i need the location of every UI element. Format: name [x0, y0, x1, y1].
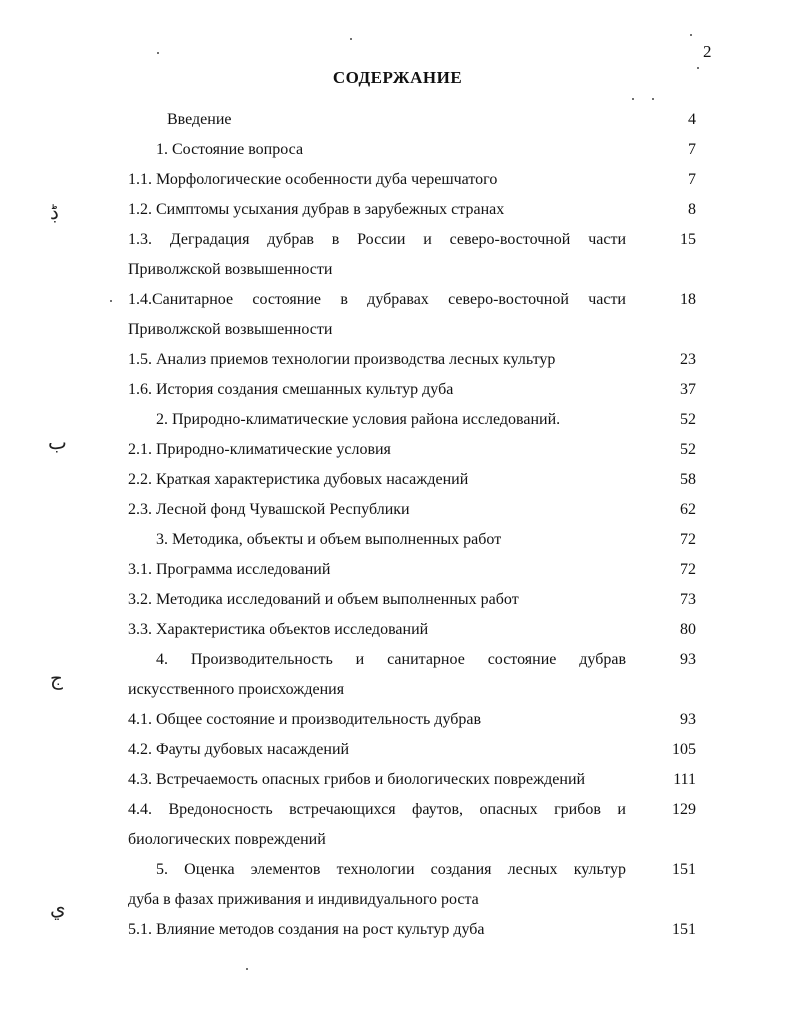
toc-entry-page: 72	[680, 531, 696, 548]
toc-entry-text: 1.3. Деградация дубрав в России и северо-восточной части	[128, 231, 626, 248]
toc-entry-text: 1.6. История создания смешанных культур дуба	[128, 381, 454, 398]
margin-mark: ج	[50, 666, 63, 690]
toc-entry-text: 1. Состояние вопроса	[156, 141, 304, 158]
toc-entry-text-cont: Приволжской возвышенности	[128, 321, 333, 338]
toc-entry-text: Введение	[167, 111, 232, 128]
toc-entry-page: 93	[680, 651, 696, 668]
toc-entry-page: 151	[672, 861, 696, 878]
toc-entry-text: 5.1. Влияние методов создания на рост культур дуба	[128, 921, 485, 938]
toc-entry-page: 62	[680, 501, 696, 518]
toc-entry-text: 1.2. Симптомы усыхания дубрав в зарубежных странах	[128, 201, 505, 218]
toc-entry-text-cont: дуба в фазах приживания и индивидуального роста	[128, 891, 479, 908]
toc-entry-text: 2.1. Природно-климатические условия	[128, 441, 391, 458]
toc-entry-text: 4.1. Общее состояние и производительность дубрав	[128, 711, 482, 728]
toc-entry-page: 111	[673, 771, 696, 788]
toc-entry-page: 8	[688, 201, 696, 218]
margin-mark: ب	[48, 430, 67, 454]
toc-entry-page: 129	[672, 801, 696, 818]
scan-speck	[652, 98, 654, 100]
toc-entry-page: 52	[680, 411, 696, 428]
toc-entry-page: 18	[680, 291, 696, 308]
scan-speck	[632, 98, 634, 100]
toc-entry-text: 3.2. Методика исследований и объем выполненных работ	[128, 591, 519, 608]
scan-speck	[690, 34, 692, 36]
toc-entry-page: 105	[672, 741, 696, 758]
toc-entry-page: 58	[680, 471, 696, 488]
toc-entry-page: 7	[688, 171, 696, 188]
page-title: СОДЕРЖАНИЕ	[332, 68, 463, 87]
toc-entry-text: 4. Производительность и санитарное состояние дубрав	[156, 651, 626, 668]
toc-entry-page: 80	[680, 621, 696, 638]
scan-speck	[350, 38, 352, 40]
toc-entry-text: 5. Оценка элементов технологии создания лесных культур	[156, 861, 626, 878]
margin-mark: ڋ	[50, 200, 59, 224]
page-number: 2	[703, 42, 712, 61]
scan-speck	[110, 300, 112, 302]
toc-entry-text: 4.2. Фауты дубовых насаждений	[128, 741, 350, 758]
scan-speck	[157, 52, 159, 54]
toc-entry-page: 73	[680, 591, 696, 608]
toc-entry-page: 52	[680, 441, 696, 458]
toc-entry-text: 2.2. Краткая характеристика дубовых насаждений	[128, 471, 469, 488]
toc-entry-page: 72	[680, 561, 696, 578]
scan-speck	[246, 968, 248, 970]
toc-entry-page: 93	[680, 711, 696, 728]
toc-entry-text: 3. Методика, объекты и объем выполненных работ	[156, 531, 502, 548]
toc-entry-text-cont: искусственного происхождения	[128, 681, 345, 698]
scan-speck	[697, 67, 699, 69]
toc-entry-page: 151	[672, 921, 696, 938]
toc-entry-page: 37	[680, 381, 696, 398]
toc-entry-page: 15	[680, 231, 696, 248]
toc-entry-page: 7	[688, 141, 696, 158]
toc-entry-text: 2.3. Лесной фонд Чувашской Республики	[128, 501, 410, 518]
margin-mark: ي	[50, 896, 66, 920]
toc-entry-text: 3.3. Характеристика объектов исследований	[128, 621, 429, 638]
toc-entry-text-cont: биологических повреждений	[128, 831, 326, 848]
toc-entry-text: 4.4. Вредоносность встречающихся фаутов, опасных грибов и	[128, 801, 626, 818]
toc-entry-text: 4.3. Встречаемость опасных грибов и биологических повреждений	[128, 771, 586, 788]
toc-entry-text: 1.1. Морфологические особенности дуба черешчатого	[128, 171, 498, 188]
toc-entry-page: 4	[688, 111, 696, 128]
toc-entry-text: 2. Природно-климатические условия района исследований.	[156, 411, 561, 428]
toc-entry-page: 23	[680, 351, 696, 368]
toc-entry-text-cont: Приволжской возвышенности	[128, 261, 333, 278]
toc-entry-text: 3.1. Программа исследований	[128, 561, 331, 578]
toc-entry-text: 1.4.Санитарное состояние в дубравах северо-восточной части	[128, 291, 626, 308]
toc-entry-text: 1.5. Анализ приемов технологии производства лесных культур	[128, 351, 556, 368]
